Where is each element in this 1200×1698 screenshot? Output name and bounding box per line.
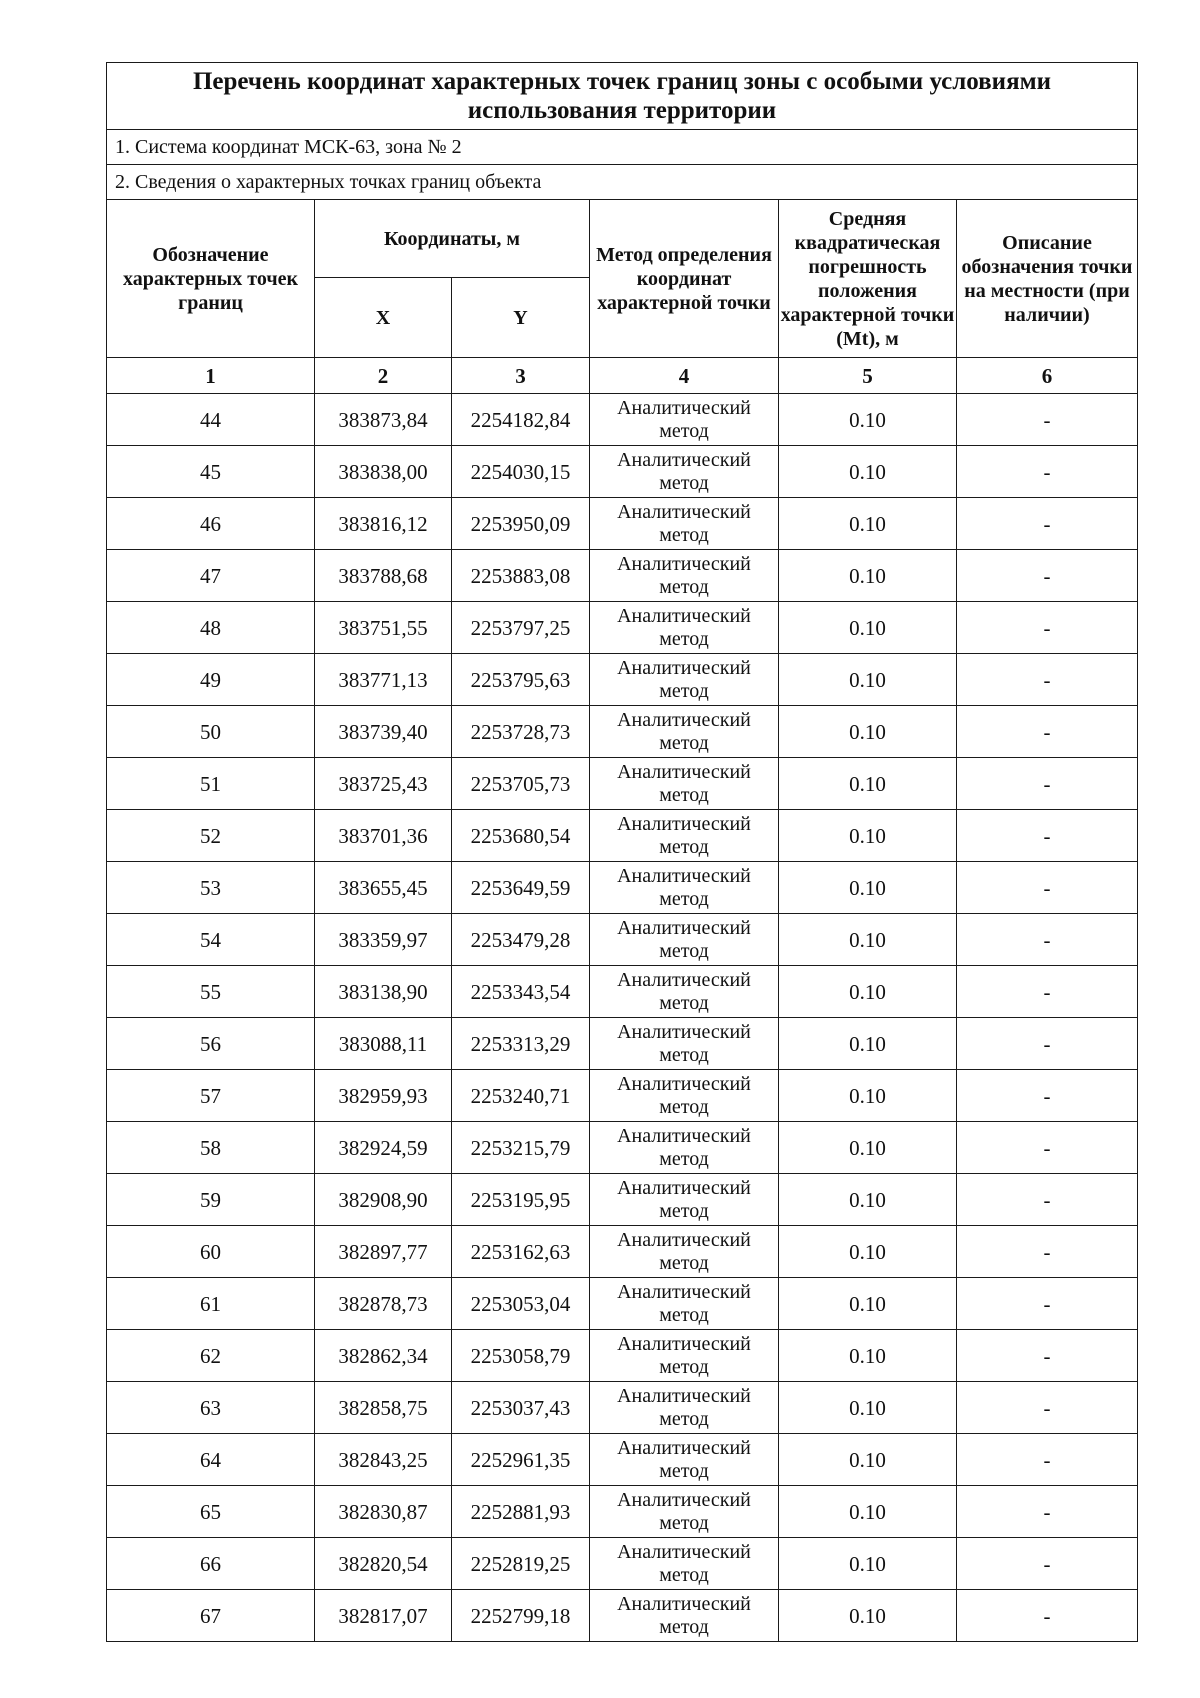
y-coordinate-cell: 2253240,71 (452, 1070, 590, 1122)
table-row (107, 1226, 1138, 1278)
point-number-cell: 57 (107, 1070, 315, 1122)
method-cell: Аналитический метод (590, 1070, 779, 1122)
table-row (107, 1486, 1138, 1538)
x-coordinate-cell: 383788,68 (315, 550, 452, 602)
y-coordinate-cell: 2253680,54 (452, 810, 590, 862)
header-accuracy: Средняя квадратическая погрешность положения характерной точки (Mt), м (779, 200, 957, 358)
method-cell: Аналитический метод (590, 1226, 779, 1278)
method-cell: Аналитический метод (590, 1382, 779, 1434)
description-cell: - (957, 498, 1138, 550)
description-cell: - (957, 706, 1138, 758)
x-coordinate-cell: 383701,36 (315, 810, 452, 862)
point-number-cell: 47 (107, 550, 315, 602)
method-cell: Аналитический метод (590, 654, 779, 706)
description-cell: - (957, 810, 1138, 862)
point-number-cell: 51 (107, 758, 315, 810)
document-title: Перечень координат характерных точек границ зоны с особыми условиями использования территории (107, 63, 1138, 130)
accuracy-cell: 0.10 (779, 758, 957, 810)
x-coordinate-cell: 383088,11 (315, 1018, 452, 1070)
x-coordinate-cell: 382897,77 (315, 1226, 452, 1278)
x-coordinate-cell: 383739,40 (315, 706, 452, 758)
y-coordinate-cell: 2253950,09 (452, 498, 590, 550)
table-row (107, 550, 1138, 602)
y-coordinate-cell: 2252819,25 (452, 1538, 590, 1590)
x-coordinate-cell: 382830,87 (315, 1486, 452, 1538)
x-coordinate-cell: 383359,97 (315, 914, 452, 966)
description-cell: - (957, 1122, 1138, 1174)
accuracy-cell: 0.10 (779, 550, 957, 602)
method-cell: Аналитический метод (590, 966, 779, 1018)
point-number-cell: 52 (107, 810, 315, 862)
method-cell: Аналитический метод (590, 602, 779, 654)
y-coordinate-cell: 2253215,79 (452, 1122, 590, 1174)
point-number-cell: 48 (107, 602, 315, 654)
accuracy-cell: 0.10 (779, 446, 957, 498)
point-number-cell: 62 (107, 1330, 315, 1382)
header-y: Y (452, 278, 590, 358)
table-row (107, 1330, 1138, 1382)
point-number-cell: 61 (107, 1278, 315, 1330)
y-coordinate-cell: 2253705,73 (452, 758, 590, 810)
table-row (107, 498, 1138, 550)
y-coordinate-cell: 2253195,95 (452, 1174, 590, 1226)
header-description: Описание обозначения точки на местности (при наличии) (957, 200, 1138, 358)
method-cell: Аналитический метод (590, 394, 779, 446)
description-cell: - (957, 446, 1138, 498)
accuracy-cell: 0.10 (779, 1226, 957, 1278)
point-number-cell: 60 (107, 1226, 315, 1278)
x-coordinate-cell: 383655,45 (315, 862, 452, 914)
column-number: 2 (315, 358, 452, 394)
accuracy-cell: 0.10 (779, 1174, 957, 1226)
y-coordinate-cell: 2253162,63 (452, 1226, 590, 1278)
method-cell: Аналитический метод (590, 1590, 779, 1642)
description-cell: - (957, 1434, 1138, 1486)
table-row (107, 1434, 1138, 1486)
x-coordinate-cell: 382959,93 (315, 1070, 452, 1122)
accuracy-cell: 0.10 (779, 1486, 957, 1538)
accuracy-cell: 0.10 (779, 706, 957, 758)
x-coordinate-cell: 382843,25 (315, 1434, 452, 1486)
column-number: 6 (957, 358, 1138, 394)
accuracy-cell: 0.10 (779, 914, 957, 966)
description-cell: - (957, 1590, 1138, 1642)
y-coordinate-cell: 2253058,79 (452, 1330, 590, 1382)
table-row (107, 1174, 1138, 1226)
y-coordinate-cell: 2254182,84 (452, 394, 590, 446)
table-row (107, 1070, 1138, 1122)
y-coordinate-cell: 2252881,93 (452, 1486, 590, 1538)
point-number-cell: 53 (107, 862, 315, 914)
column-number: 3 (452, 358, 590, 394)
y-coordinate-cell: 2252799,18 (452, 1590, 590, 1642)
table-row (107, 758, 1138, 810)
y-coordinate-cell: 2253728,73 (452, 706, 590, 758)
description-cell: - (957, 1018, 1138, 1070)
method-cell: Аналитический метод (590, 1018, 779, 1070)
x-coordinate-cell: 383725,43 (315, 758, 452, 810)
header-method: Метод определения координат характерной точки (590, 200, 779, 358)
x-coordinate-cell: 383816,12 (315, 498, 452, 550)
description-cell: - (957, 1070, 1138, 1122)
y-coordinate-cell: 2254030,15 (452, 446, 590, 498)
coordinate-system-line: 1. Система координат МСК-63, зона № 2 (107, 130, 1138, 165)
y-coordinate-cell: 2252961,35 (452, 1434, 590, 1486)
table-row (107, 810, 1138, 862)
column-number: 4 (590, 358, 779, 394)
description-cell: - (957, 550, 1138, 602)
table-row (107, 1018, 1138, 1070)
accuracy-cell: 0.10 (779, 1122, 957, 1174)
y-coordinate-cell: 2253313,29 (452, 1018, 590, 1070)
point-number-cell: 55 (107, 966, 315, 1018)
y-coordinate-cell: 2253343,54 (452, 966, 590, 1018)
method-cell: Аналитический метод (590, 810, 779, 862)
accuracy-cell: 0.10 (779, 1278, 957, 1330)
table-row (107, 654, 1138, 706)
point-number-cell: 64 (107, 1434, 315, 1486)
section-title: 2. Сведения о характерных точках границ объекта (107, 165, 1138, 200)
method-cell: Аналитический метод (590, 550, 779, 602)
description-cell: - (957, 1226, 1138, 1278)
x-coordinate-cell: 383771,13 (315, 654, 452, 706)
header-designation: Обозначение характерных точек границ (107, 200, 315, 358)
y-coordinate-cell: 2253797,25 (452, 602, 590, 654)
y-coordinate-cell: 2253883,08 (452, 550, 590, 602)
column-number: 5 (779, 358, 957, 394)
method-cell: Аналитический метод (590, 446, 779, 498)
accuracy-cell: 0.10 (779, 1330, 957, 1382)
accuracy-cell: 0.10 (779, 498, 957, 550)
accuracy-cell: 0.10 (779, 1382, 957, 1434)
point-number-cell: 44 (107, 394, 315, 446)
table-row (107, 602, 1138, 654)
description-cell: - (957, 654, 1138, 706)
table-row (107, 1278, 1138, 1330)
x-coordinate-cell: 382924,59 (315, 1122, 452, 1174)
y-coordinate-cell: 2253479,28 (452, 914, 590, 966)
description-cell: - (957, 1174, 1138, 1226)
point-number-cell: 65 (107, 1486, 315, 1538)
accuracy-cell: 0.10 (779, 1538, 957, 1590)
y-coordinate-cell: 2253795,63 (452, 654, 590, 706)
method-cell: Аналитический метод (590, 1122, 779, 1174)
method-cell: Аналитический метод (590, 1486, 779, 1538)
accuracy-cell: 0.10 (779, 602, 957, 654)
accuracy-cell: 0.10 (779, 1070, 957, 1122)
x-coordinate-cell: 382862,34 (315, 1330, 452, 1382)
accuracy-cell: 0.10 (779, 966, 957, 1018)
point-number-cell: 59 (107, 1174, 315, 1226)
column-number: 1 (107, 358, 315, 394)
point-number-cell: 54 (107, 914, 315, 966)
point-number-cell: 50 (107, 706, 315, 758)
description-cell: - (957, 394, 1138, 446)
method-cell: Аналитический метод (590, 1278, 779, 1330)
description-cell: - (957, 1538, 1138, 1590)
description-cell: - (957, 758, 1138, 810)
y-coordinate-cell: 2253649,59 (452, 862, 590, 914)
method-cell: Аналитический метод (590, 706, 779, 758)
header-coordinates: Координаты, м (315, 200, 590, 278)
method-cell: Аналитический метод (590, 498, 779, 550)
table-row (107, 446, 1138, 498)
table-row (107, 706, 1138, 758)
point-number-cell: 67 (107, 1590, 315, 1642)
description-cell: - (957, 862, 1138, 914)
table-row (107, 1382, 1138, 1434)
description-cell: - (957, 1382, 1138, 1434)
table-row (107, 914, 1138, 966)
x-coordinate-cell: 383873,84 (315, 394, 452, 446)
table-row (107, 862, 1138, 914)
method-cell: Аналитический метод (590, 1330, 779, 1382)
x-coordinate-cell: 382858,75 (315, 1382, 452, 1434)
point-number-cell: 58 (107, 1122, 315, 1174)
y-coordinate-cell: 2253037,43 (452, 1382, 590, 1434)
y-coordinate-cell: 2253053,04 (452, 1278, 590, 1330)
description-cell: - (957, 602, 1138, 654)
x-coordinate-cell: 382878,73 (315, 1278, 452, 1330)
description-cell: - (957, 966, 1138, 1018)
description-cell: - (957, 914, 1138, 966)
point-number-cell: 49 (107, 654, 315, 706)
method-cell: Аналитический метод (590, 862, 779, 914)
method-cell: Аналитический метод (590, 758, 779, 810)
table-row (107, 1122, 1138, 1174)
coordinates-table (106, 62, 1138, 1642)
description-cell: - (957, 1330, 1138, 1382)
x-coordinate-cell: 383838,00 (315, 446, 452, 498)
accuracy-cell: 0.10 (779, 394, 957, 446)
description-cell: - (957, 1278, 1138, 1330)
accuracy-cell: 0.10 (779, 1434, 957, 1486)
x-coordinate-cell: 383751,55 (315, 602, 452, 654)
accuracy-cell: 0.10 (779, 810, 957, 862)
description-cell: - (957, 1486, 1138, 1538)
header-x: X (315, 278, 452, 358)
point-number-cell: 56 (107, 1018, 315, 1070)
accuracy-cell: 0.10 (779, 1018, 957, 1070)
table-row (107, 394, 1138, 446)
accuracy-cell: 0.10 (779, 862, 957, 914)
table-row (107, 966, 1138, 1018)
point-number-cell: 46 (107, 498, 315, 550)
x-coordinate-cell: 382908,90 (315, 1174, 452, 1226)
x-coordinate-cell: 382820,54 (315, 1538, 452, 1590)
method-cell: Аналитический метод (590, 914, 779, 966)
x-coordinate-cell: 383138,90 (315, 966, 452, 1018)
method-cell: Аналитический метод (590, 1538, 779, 1590)
table-row (107, 1538, 1138, 1590)
accuracy-cell: 0.10 (779, 654, 957, 706)
method-cell: Аналитический метод (590, 1434, 779, 1486)
table-row (107, 1590, 1138, 1642)
accuracy-cell: 0.10 (779, 1590, 957, 1642)
method-cell: Аналитический метод (590, 1174, 779, 1226)
point-number-cell: 66 (107, 1538, 315, 1590)
x-coordinate-cell: 382817,07 (315, 1590, 452, 1642)
point-number-cell: 45 (107, 446, 315, 498)
point-number-cell: 63 (107, 1382, 315, 1434)
column-number-row (107, 358, 1138, 394)
